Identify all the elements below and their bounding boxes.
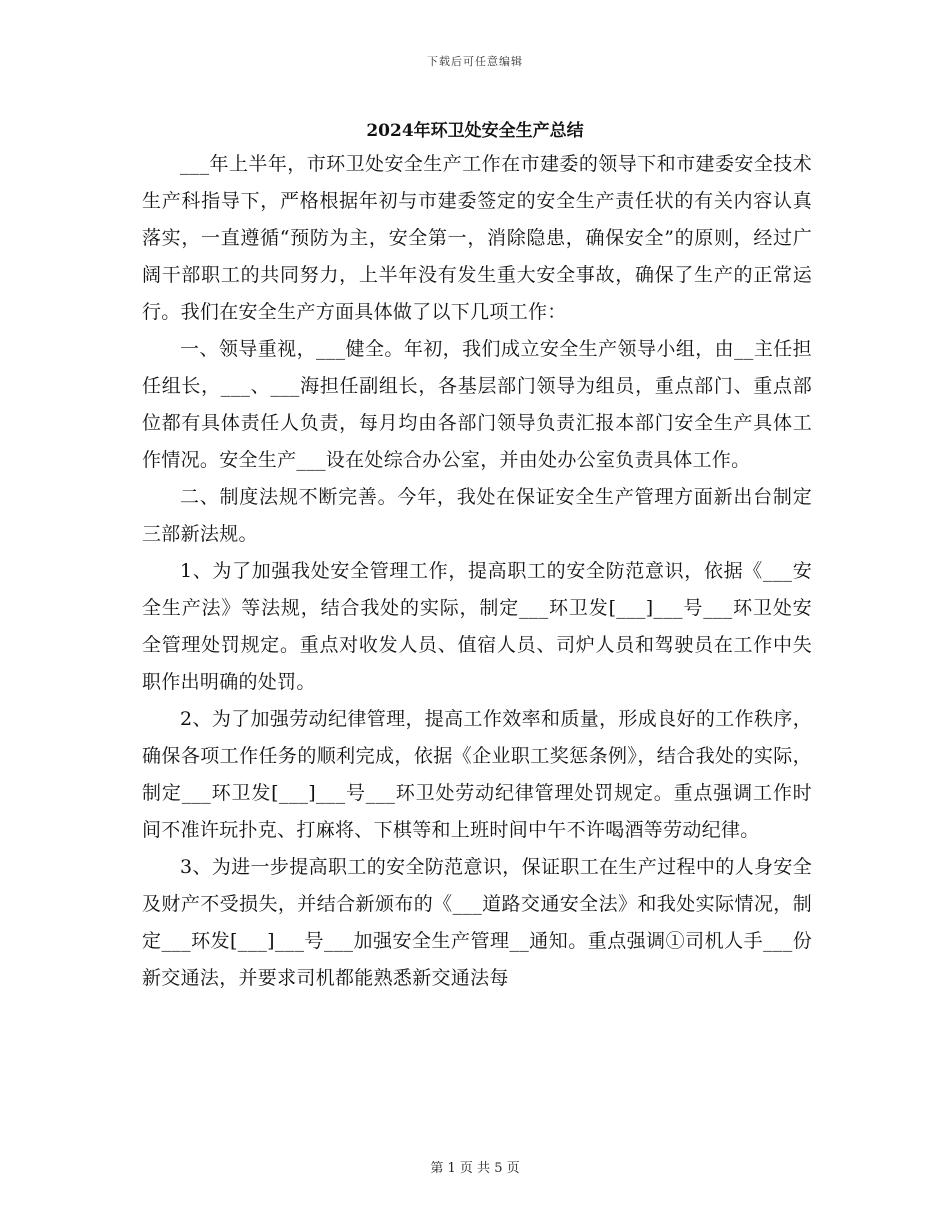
paragraph-intro: ___年上半年，市环卫处安全生产工作在市建委的领导下和市建委安全技术生产科指导下，严格根据年初与市建委签定的安全生产责任状的有关内容认真落实，一直遵循“预防为主，安全第一，消除隐患，确保安全”的原则，经过广阔干部职工的共同努力，上半年没有发生重大安全事故，确保了生产的正常运行。我们在安全生产方面具体做了以下几项工作： [142,153,812,323]
paragraph-item-3: 3、为进一步提高职工的安全防范意识，保证职工在生产过程中的人身安全及财产不受损失，并结合新颁布的《___道路交通安全法》和我处实际情况，制定___环发[___]___号___加强安全生产管理__通知。重点强调①司机人手___份新交通法，并要求司机都能熟悉新交通法每 [142,856,812,989]
paragraph-item-2: 2、为了加强劳动纪律管理，提高工作效率和质量，形成良好的工作秩序，确保各项工作任务的顺利完成，依据《企业职工奖惩条例》，结合我处的实际，制定___环卫发[___]___号___环卫处劳动纪律管理处罚规定。重点强调工作时间不准许玩扑克、打麻将、下棋等和上班时间中午不许喝酒等劳动纪律。 [142,708,812,841]
download-editable-note: 下载后可任意编辑 [427,55,523,68]
paragraph-item-1: 1、为了加强我处安全管理工作，提高职工的安全防范意识，依据《___安全生产法》等法规，结合我处的实际，制定___环卫发[___]___号___环卫处安全管理处罚规定。重点对收发人员、值宿人员、司炉人员和驾驶员在工作中失职作出明确的处罚。 [142,560,812,693]
paragraph-section-1: 一、领导重视，___健全。年初，我们成立安全生产领导小组，由__主任担任组长，___、___海担任副组长，各基层部门领导为组员，重点部门、重点部位都有具体责任人负责，每月均由各部门领导负责汇报本部门安全生产具体工作情况。安全生产___设在处综合办公室，并由处办公室负责具体工作。 [142,338,812,471]
paragraph-section-2: 二、制度法规不断完善。今年，我处在保证安全生产管理方面新出台制定三部新法规。 [142,486,812,545]
page-number: 第 1 页 共 5 页 [430,1161,520,1176]
document-body [142,146,812,997]
document-title: 2024年环卫处安全生产总结 [366,121,584,141]
